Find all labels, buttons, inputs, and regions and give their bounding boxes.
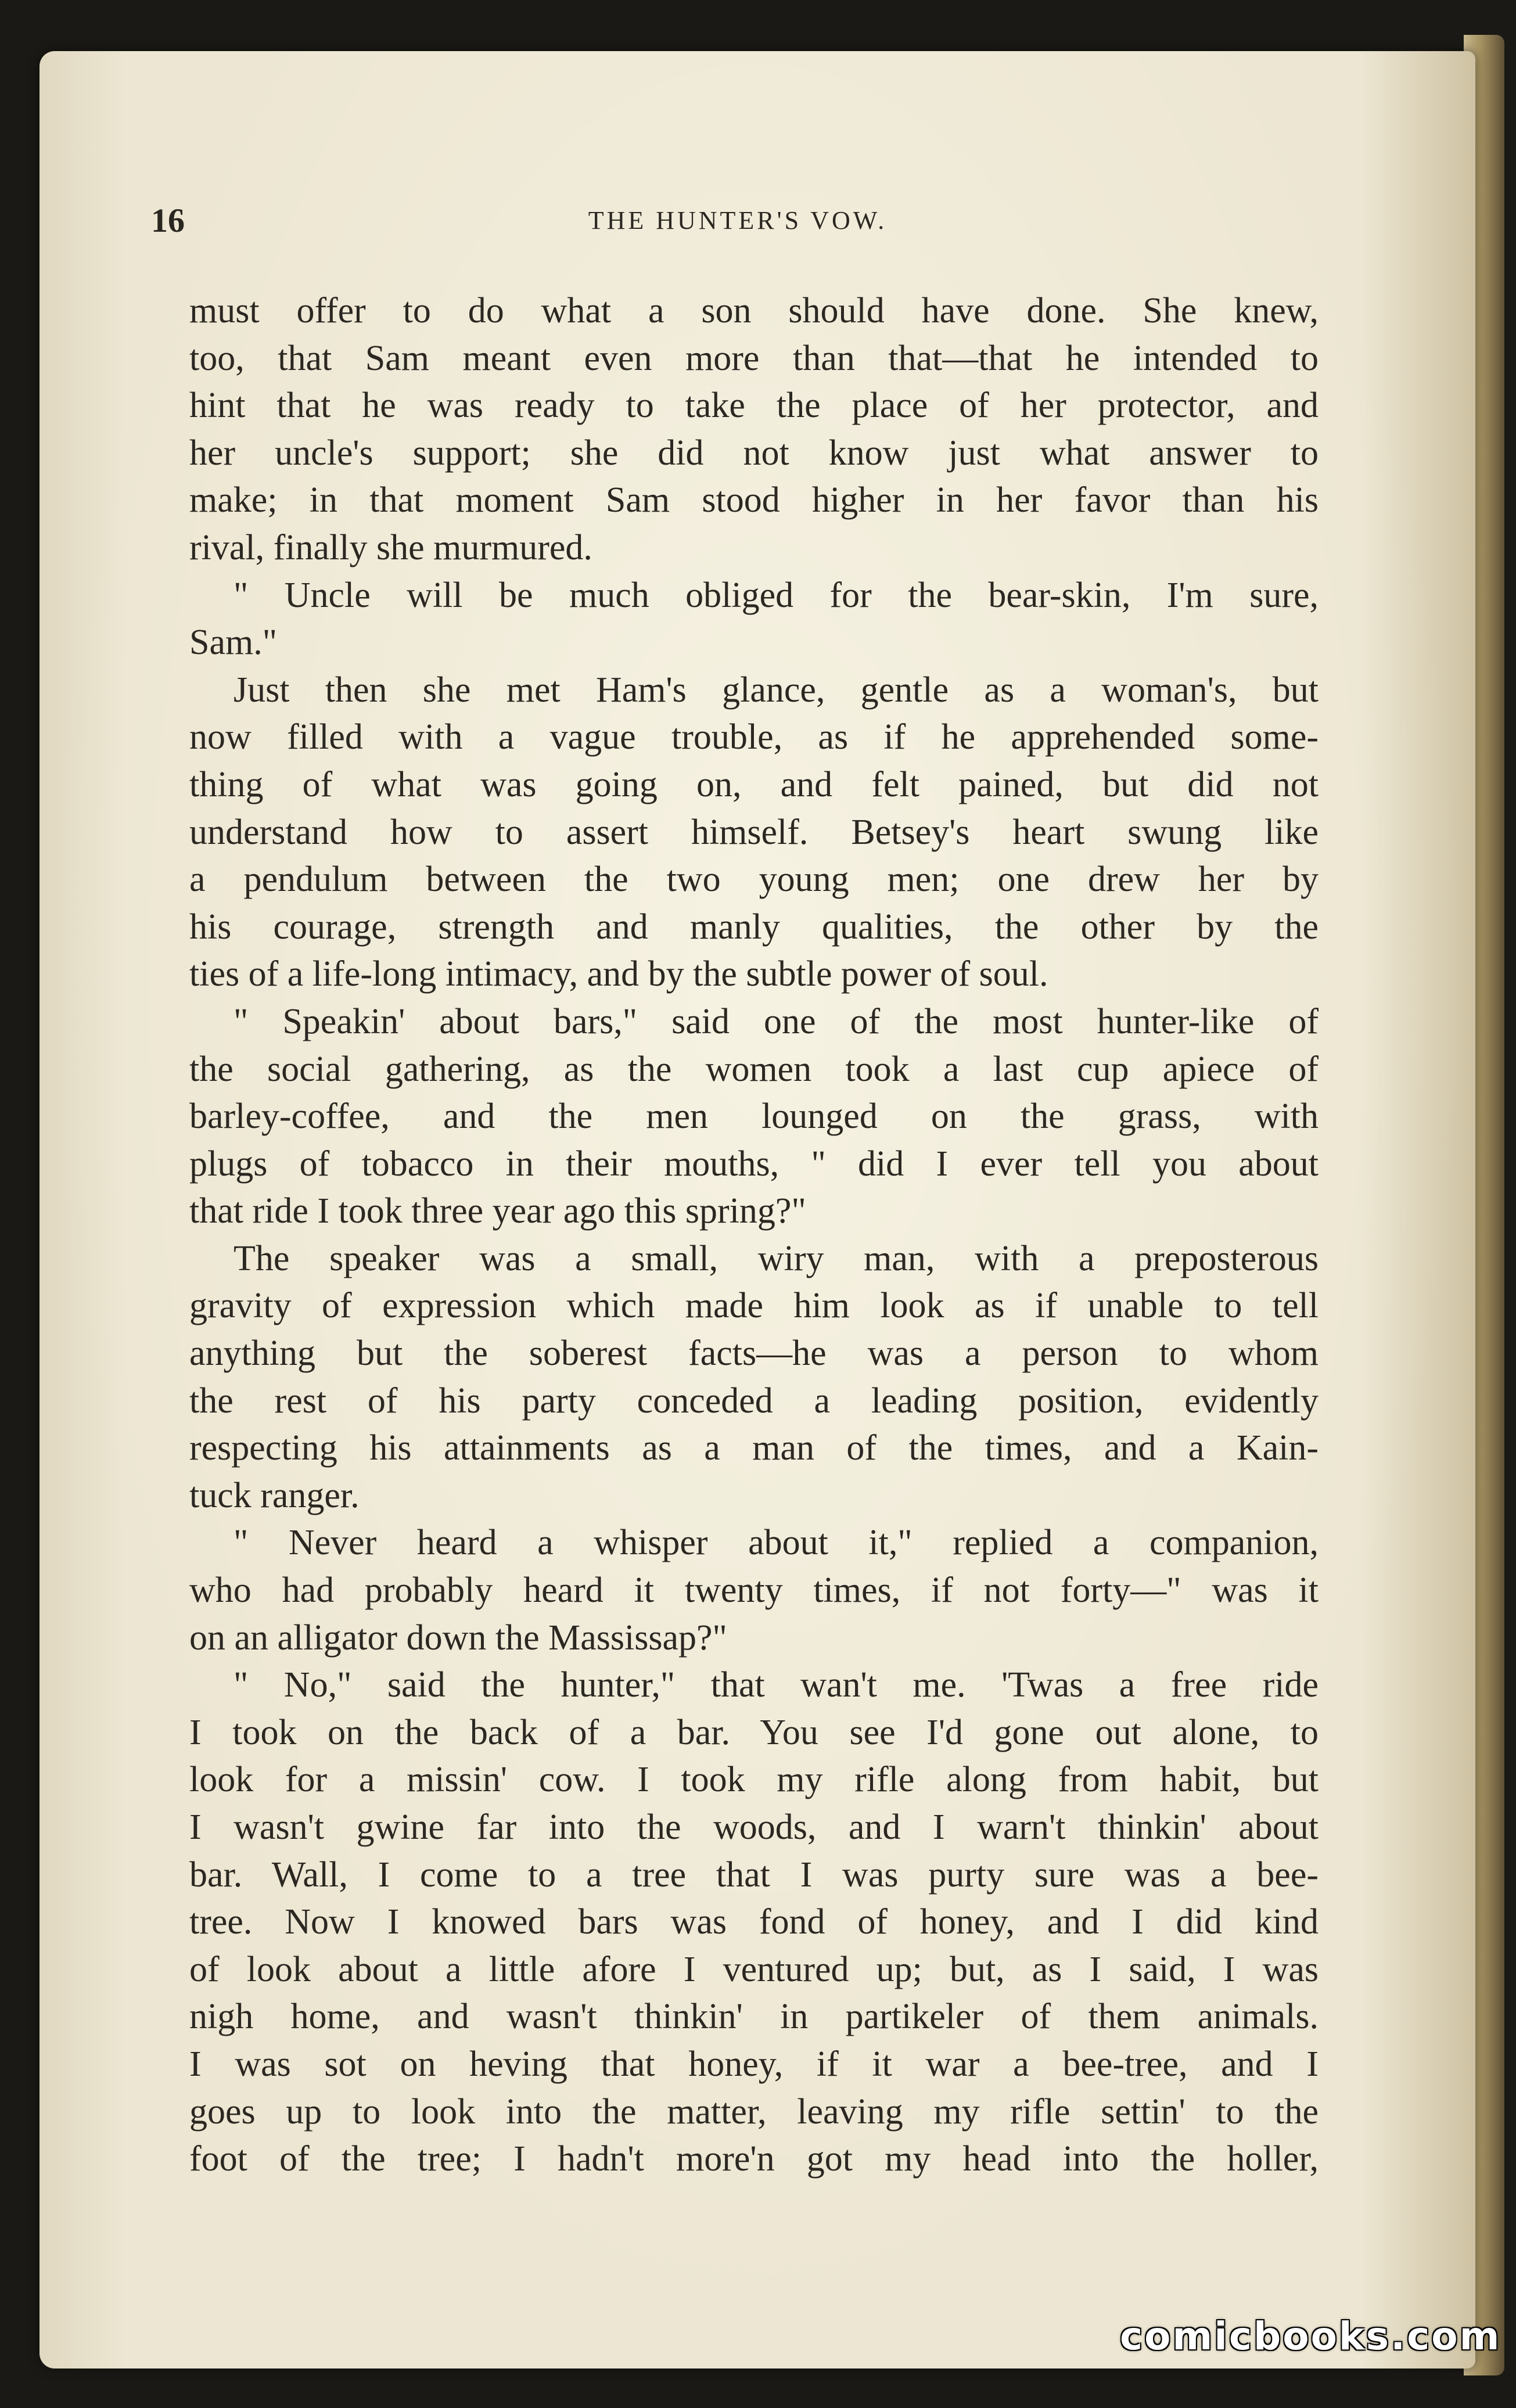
text-line: respecting his attainments as a man of the times, and a Kain- xyxy=(189,1428,1319,1468)
text-line: " Uncle will be much obliged for the bear-skin, I'm sure, xyxy=(233,575,1319,615)
text-line: too, that Sam meant even more than that—that he intended to xyxy=(189,338,1319,378)
text-line: the rest of his party conceded a leading position, evidently xyxy=(189,1381,1319,1421)
running-title: THE HUNTER'S VOW. xyxy=(588,206,888,235)
text-line: anything but the soberest facts—he was a person to whom xyxy=(189,1334,1319,1374)
text-line: tree. Now I knowed bars was fond of honey, and I did kind xyxy=(189,1902,1319,1942)
text-line: that ride I took three year ago this spring?" xyxy=(189,1191,806,1231)
text-line: make; in that moment Sam stood higher in her favor than his xyxy=(189,480,1319,520)
text-line: Sam." xyxy=(189,623,278,663)
text-line: hint that he was ready to take the place of her protector, and xyxy=(189,386,1319,426)
text-line: gravity of expression which made him look as if unable to tell xyxy=(189,1286,1319,1326)
text-line: tuck ranger. xyxy=(189,1475,360,1515)
text-line: rival, finally she murmured. xyxy=(189,527,592,567)
text-line: bar. Wall, I come to a tree that I was purty sure was a bee- xyxy=(189,1854,1319,1895)
text-line: nigh home, and wasn't thinkin' in partikeler of them animals. xyxy=(189,1997,1319,2037)
text-line: thing of what was going on, and felt pained, but did not xyxy=(189,764,1319,804)
text-line: I was sot on heving that honey, if it war a bee-tree, and I xyxy=(189,2044,1319,2084)
text-line: " Speakin' about bars," said one of the most hunter-like of xyxy=(233,1001,1319,1041)
text-line: Just then she met Ham's glance, gentle as a woman's, but xyxy=(233,670,1319,710)
text-line: " Never heard a whisper about it," replied a companion, xyxy=(233,1523,1319,1563)
text-line: ties of a life-long intimacy, and by the subtle power of soul. xyxy=(189,954,1048,994)
text-line: barley-coffee, and the men lounged on the grass, with xyxy=(189,1097,1319,1137)
text-line: must offer to do what a son should have done. She knew, xyxy=(189,291,1319,330)
text-line: the social gathering, as the women took a last cup apiece of xyxy=(189,1049,1319,1089)
text-line: her uncle's support; she did not know just what answer to xyxy=(189,433,1319,473)
text-line: goes up to look into the matter, leaving my rifle settin' to the xyxy=(189,2091,1319,2132)
text-line: a pendulum between the two young men; one drew her by xyxy=(189,860,1319,900)
text-line: who had probably heard it twenty times, if not forty—" was it xyxy=(189,1570,1319,1611)
text-line: plugs of tobacco in their mouths, " did I ever tell you about xyxy=(189,1144,1319,1184)
body-text xyxy=(189,287,1319,2183)
text-line: of look about a little afore I ventured up; but, as I said, I was xyxy=(189,1949,1319,1989)
text-line: I wasn't gwine far into the woods, and I warn't thinkin' about xyxy=(189,1807,1319,1847)
text-line: understand how to assert himself. Betsey's heart swung like xyxy=(189,812,1319,852)
text-line: " No," said the hunter," that wan't me. 'Twas a free ride xyxy=(233,1665,1319,1705)
text-line: on an alligator down the Massissap?" xyxy=(189,1618,727,1658)
text-line: The speaker was a small, wiry man, with a preposterous xyxy=(233,1238,1319,1278)
text-line: his courage, strength and manly qualities, the other by the xyxy=(189,907,1319,947)
text-line: now filled with a vague trouble, as if he apprehended some- xyxy=(189,717,1319,757)
watermark: comicbooks.com xyxy=(1120,2314,1501,2359)
text-line: foot of the tree; I hadn't more'n got my head into the holler, xyxy=(189,2139,1319,2179)
text-line: look for a missin' cow. I took my rifle along from habit, but xyxy=(189,1760,1319,1800)
running-head xyxy=(151,192,1324,250)
text-line: I took on the back of a bar. You see I'd gone out alone, to xyxy=(189,1712,1319,1752)
page-number: 16 xyxy=(151,202,185,239)
